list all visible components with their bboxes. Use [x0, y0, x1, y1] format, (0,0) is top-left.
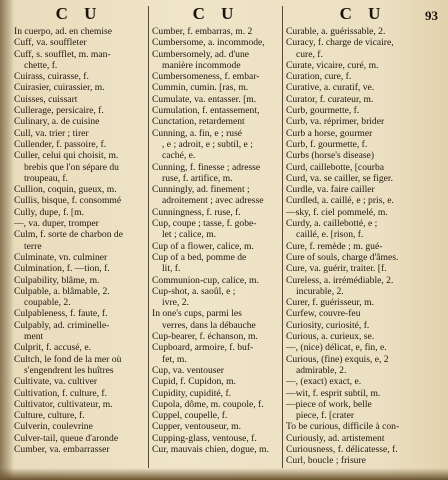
dictionary-entry: Curdle, va. faire cailler: [286, 184, 375, 196]
dictionary-entry: Curative, a. curatif, ve.: [286, 82, 375, 94]
dictionary-entry: In cuerpo, ad. en chemise: [14, 26, 113, 37]
dictionary-entry: Curb, va. réprimer, brider: [286, 116, 385, 128]
dictionary-entry: Curb, gourmette, f.: [286, 105, 360, 117]
dictionary-entry: Curl, boucle ; frisure: [286, 455, 366, 467]
dictionary-entry: ivre, 2.: [162, 297, 189, 309]
dictionary-entry: Curb a horse, gourmer: [286, 127, 373, 139]
dictionary-entry: Cupola, dôme, m. coupole, f.: [152, 398, 264, 410]
column-2: [152, 4, 280, 470]
dictionary-entry: Cummin, cumin. [ras, m.: [152, 82, 249, 94]
dictionary-entry: Curd, caillebotte, [courba: [286, 161, 385, 173]
dictionary-entry: Curiously, ad. artistement: [286, 432, 385, 444]
dictionary-entry: Cup of a flower, calice, m.: [152, 240, 254, 252]
dictionary-entry: Cultivate, va. cultiver: [14, 376, 98, 388]
dictionary-entry: Cumber, f. embarras, m. 2: [152, 26, 253, 37]
dictionary-entry: Cuppel, coupelle, f.: [152, 410, 228, 422]
dictionary-entry: Curiousness, f. délicatesse, f.: [286, 443, 398, 455]
dictionary-entry: Cup, coupe ; tasse, f. gobe-: [152, 218, 257, 230]
column-2-entries: [152, 26, 280, 455]
dictionary-entry: Culmination, f. —tion, f.: [14, 263, 110, 275]
dictionary-entry: Cunningness, f. ruse, f.: [152, 206, 241, 218]
dictionary-entry: Cumulate, va. entasser. [m.: [152, 93, 257, 105]
dictionary-entry: Cumber, va. embarrasser: [14, 443, 110, 455]
dictionary-entry: Culpably, ad. criminelle-: [14, 319, 110, 331]
column-3-header: [286, 4, 440, 24]
dictionary-entry: ruse, f. artifice, m.: [162, 172, 233, 184]
dictionary-entry: Cureless, a. irrémédiable, 2.: [286, 274, 394, 286]
dictionary-entry: Cunning, a. fin, e ; rusé: [152, 127, 243, 139]
dictionary-entry: terre: [24, 240, 42, 252]
dictionary-entry: Culm, f. sorte de charbon de: [14, 229, 123, 241]
dictionary-entry: Curdy, a. caillebotté, e ;: [286, 218, 378, 230]
dictionary-entry: Curation, cure, f.: [286, 71, 352, 83]
binding-shadow: [0, 0, 14, 480]
dictionary-entry: Cully, dupe, f. [m.: [14, 206, 84, 218]
dictionary-entry: Cumulation, f. entassement,: [152, 105, 260, 117]
dictionary-entry: lit, f.: [162, 263, 181, 275]
dictionary-entry: Curious, a. curieux, se.: [286, 331, 375, 343]
page-bottom-edge: [0, 468, 448, 480]
dictionary-entry: Curiosity, curiosité, f.: [286, 319, 370, 331]
dictionary-entry: Cullerage, persicaire, f.: [14, 105, 104, 117]
dictionary-entry: Cur, mauvais chien, dogue, m.: [152, 443, 269, 455]
dictionary-entry: brebis que l'on sépare du: [24, 161, 119, 173]
dictionary-entry: chette, f.: [24, 59, 58, 71]
dictionary-entry: Cupper, ventouseur, m.: [152, 421, 242, 433]
dictionary-entry: Curd, va. se cailler, se figer.: [286, 172, 393, 184]
dictionary-entry: s'engendrent les huîtres: [24, 364, 114, 376]
dictionary-entry: Curb, f. gourmette, f.: [286, 138, 368, 150]
dictionary-entry: Culpableness, f. faute, f.: [14, 308, 108, 320]
dictionary-entry: To be curious, difficile à con-: [286, 421, 400, 433]
dictionary-entry: —wit, f. esprit subtil, m.: [286, 387, 381, 399]
column-2-header: C U: [192, 4, 240, 23]
dictionary-entry: cure, f.: [296, 48, 323, 60]
dictionary-entry: Cultivation, f. culture, f.: [14, 387, 107, 399]
dictionary-entry: —, (nice) délicat, e, fin, e.: [286, 342, 387, 354]
dictionary-entry: ment: [24, 331, 44, 343]
column-1-entries: [14, 26, 144, 455]
dictionary-entry: caillé, e. [rison, f.: [296, 229, 364, 241]
dictionary-entry: Curer, f. guérisseur, m.: [286, 297, 374, 309]
dictionary-entry: Cunningly, ad. finement ;: [152, 184, 250, 196]
dictionary-entry: Culprit, f. accusé, e.: [14, 342, 91, 354]
dictionary-entry: Cull, va. trier ; tirer: [14, 127, 89, 139]
dictionary-entry: Cultch, le fond de la mer où: [14, 353, 122, 365]
dictionary-entry: Communion-cup, calice, m.: [152, 274, 259, 286]
dictionary-entry: Cuirasier, cuirassier, m.: [14, 82, 105, 94]
dictionary-entry: Curfew, couvre-feu: [286, 308, 361, 320]
dictionary-entry: —sky, f. ciel pommelé, m.: [286, 206, 388, 218]
dictionary-entry: let ; calice, m.: [162, 229, 217, 241]
dictionary-entry: Cup of a bed, pomme de: [152, 251, 247, 263]
dictionary-entry: Cup-bearer, f. échanson, m.: [152, 331, 258, 343]
dictionary-entry: Cup-shot, a. saoûl, e ;: [152, 285, 236, 297]
dictionary-entry: coupable, 2.: [24, 297, 71, 309]
dictionary-entry: caché, e.: [162, 150, 196, 162]
dictionary-entry: , e ; adroit, e ; subtil, e ;: [162, 138, 253, 150]
dictionary-entry: Culpable, a. blâmable, 2.: [14, 285, 110, 297]
dictionary-entry: Curious, (fine) exquis, e, 2: [286, 353, 389, 365]
dictionary-entry: Cunctation, retardement: [152, 116, 245, 128]
dictionary-entry: Curbs (horse's disease): [286, 150, 375, 162]
dictionary-entry: Cupboard, armoire, f. buf-: [152, 342, 254, 354]
dictionary-entry: adroitement ; avec adresse: [162, 195, 264, 207]
dictionary-entry: Cure, f. remède ; m. gué-: [286, 240, 383, 252]
dictionary-entry: fet, m.: [162, 353, 187, 365]
dictionary-entry: Culler, celui qui choisit, m.: [14, 150, 119, 162]
dictionary-entry: Cup, va. ventouser: [152, 364, 224, 376]
dictionary-entry: verres, dans la débauche: [162, 319, 256, 331]
dictionary-entry: Cumbersomeness, f. embar-: [152, 71, 260, 83]
dictionary-entry: Cupping-glass, ventouse, f.: [152, 432, 257, 444]
dictionary-entry: Cure of souls, charge d'âmes.: [286, 251, 399, 263]
dictionary-entry: Cullender, f. passoire, f.: [14, 138, 107, 150]
dictionary-entry: Culture, culture, f.: [14, 410, 85, 422]
dictionary-entry: Cupid, f. Cupidon, m.: [152, 376, 236, 388]
dictionary-entry: Culverin, coulevrine: [14, 421, 93, 433]
dictionary-entry: Cuff, va. souffleter: [14, 37, 87, 49]
column-1: [14, 4, 144, 470]
dictionary-entry: Cupidity, cupidité, f.: [152, 387, 232, 399]
dictionary-entry: Cultivator, cultivateur, m.: [14, 398, 113, 410]
dictionary-entry: incurable, 2.: [296, 285, 344, 297]
dictionary-entry: Cuisses, cuissart: [14, 93, 78, 105]
dictionary-entry: Cure, va. guérir, traiter. [f.: [286, 263, 387, 275]
dictionary-entry: —, va. duper, tromper: [14, 218, 99, 230]
dictionary-entry: troupeau, f.: [24, 172, 68, 184]
column-3: [286, 4, 440, 470]
dictionary-entry: Curator, f. curateur, m.: [286, 93, 374, 105]
dictionary-entry: Cuirass, cuirasse, f.: [14, 71, 89, 83]
dictionary-entry: Cumbersomely, ad. d'une: [152, 48, 250, 60]
dictionary-entry: Cuff, s. soufflet, m. man-: [14, 48, 111, 60]
dictionary-entry: —piece of work, belle: [286, 398, 372, 410]
dictionary-entry: Cullis, bisque, f. consommé: [14, 195, 122, 207]
column-rule-1: [148, 6, 149, 468]
dictionary-entry: Culminate, vn. culminer: [14, 251, 108, 263]
dictionary-entry: Culinary, a. de cuisine: [14, 116, 100, 128]
dictionary-entry: Curacy, f. charge de vicaire,: [286, 37, 394, 49]
dictionary-entry: Culver-tail, queue d'aronde: [14, 432, 119, 444]
dictionary-entry: Cullion, coquin, gueux, m.: [14, 184, 117, 196]
dictionary-entry: Cumbersome, a. incommode,: [152, 37, 265, 49]
dictionary-entry: Cunning, f. finesse ; adresse: [152, 161, 261, 173]
page-number: 93: [425, 8, 438, 23]
column-3-header-text: C U: [339, 4, 387, 23]
column-1-header: C U: [55, 4, 103, 23]
dictionary-entry: piece, f. [crater: [296, 410, 355, 422]
column-3-entries: [286, 26, 440, 467]
dictionary-entry: —, (exact) exact, e.: [286, 376, 362, 388]
dictionary-entry: admirable, 2.: [296, 364, 347, 376]
dictionary-entry: In one's cups, parmi les: [152, 308, 242, 320]
column-rule-2: [282, 6, 283, 468]
dictionary-entry: Curdled, a. caillé, e ; pris, e.: [286, 195, 394, 207]
dictionary-entry: Curate, vicaire, curé, m.: [286, 59, 379, 71]
dictionary-entry: manière incommode: [162, 59, 241, 71]
dictionary-entry: Culpability, blâme, m.: [14, 274, 100, 286]
dictionary-entry: Curable, a. guérissable, 2.: [286, 26, 386, 37]
